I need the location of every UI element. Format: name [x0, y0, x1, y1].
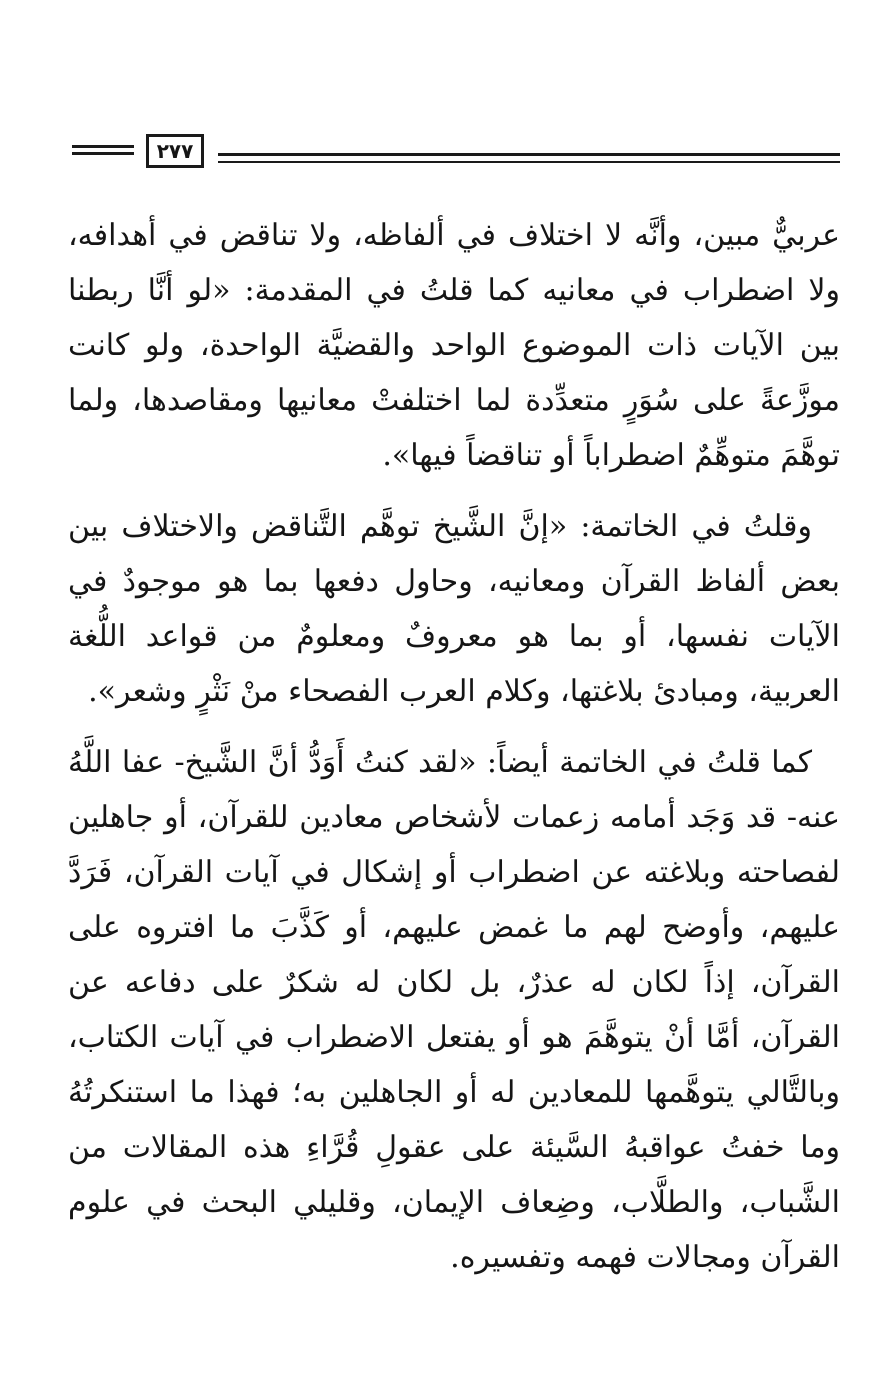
paragraph-2: وقلتُ في الخاتمة: «إنَّ الشَّيخ توهَّم التَّناقض والاختلاف بين بعض ألفاظ القرآن ومعانيه، وحاول دفعها بما هو موجودٌ في الآيات نفسها، أو بما هو معروفٌ ومعلومٌ من قواعد اللُّغة العربية، ومبادئ بلاغتها، وكلام العرب الفصحاء منْ نَثْرٍ وشعر».: [68, 509, 840, 709]
header-rule-left-bottom: [72, 152, 134, 155]
paragraph-3: كما قلتُ في الخاتمة أيضاً: «لقد كنتُ أَوَدُّ أنَّ الشَّيخ- عفا اللَّهُ عنه- قد وَجَد أمامه زعمات لأشخاص معادين للقرآن، أو جاهلين لفصاحته وبلاغته عن اضطراب أو إشكال في آيات القرآن، فَرَدَّ عليهم، وأوضح لهم ما غمض عليهم، أو كَذَّبَ ما افتروه على القرآن، إذاً لكان له عذرٌ، بل لكان له شكرٌ على دفاعه عن القرآن، أمَّا أنْ يتوهَّمَ هو أو يفتعل الاضطراب في آيات الكتاب، وبالتَّالي يتوهَّمها للمعادين له أو الجاهلين به؛ فهذا ما استنكرتُهُ وما خفتُ عواقبهُ السَّيئة على عقولِ قُرَّاءِ هذه المقالات من الشَّباب، والطلَّاب، وضِعاف الإيمان، وقليلي البحث في علوم القرآن ومجالات فهمه وتفسيره.: [68, 745, 840, 1275]
page-body-text: [68, 208, 840, 1301]
paragraph-1: عربيٌّ مبين، وأنَّه لا اختلاف في ألفاظه، ولا تناقض في أهدافه، ولا اضطراب في معانيه كما قلتُ في المقدمة: «لو أنَّا ربطنا بين الآيات ذات الموضوع الواحد والقضيَّة الواحدة، ولو كانت موزَّعةً على سُوَرٍ متعدِّدة لما اختلفتْ معانيها ومقاصدها، ولما توهَّمَ متوهِّمٌ اضطراباً أو تناقضاً فيها».: [68, 218, 840, 473]
page-header: [0, 0, 879, 200]
header-rule-right-bottom: [218, 161, 840, 163]
page-number: ٢٧٧: [146, 134, 204, 168]
header-rule-right-top: [218, 153, 840, 156]
header-rule-left-top: [72, 145, 134, 148]
